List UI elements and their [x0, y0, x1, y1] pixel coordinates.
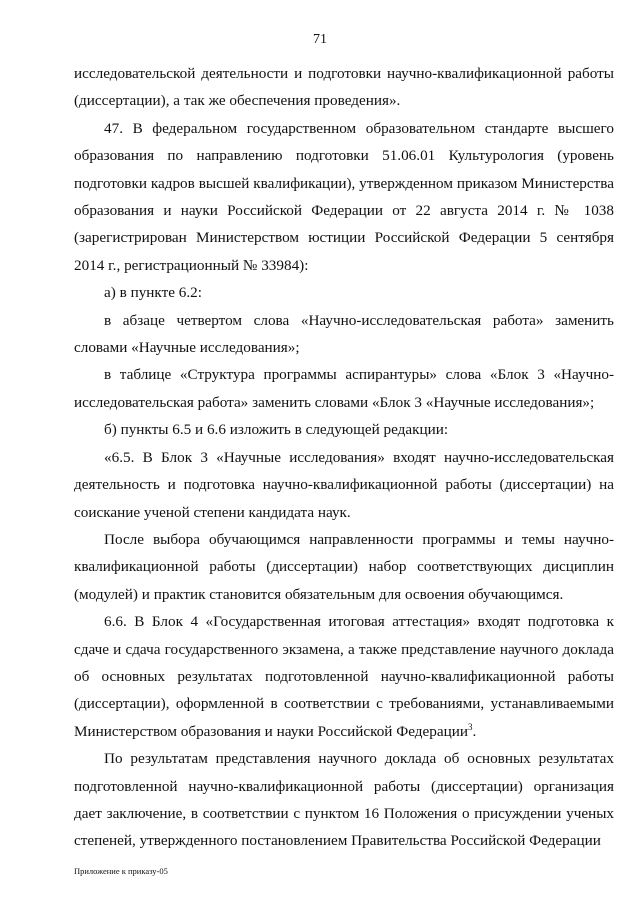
paragraph-continuation: исследовательской деятельности и подготовки научно-квалификационной работы (диссертации), а так же обеспечения проведения».: [74, 65, 614, 110]
paragraph-subitem-b: б) пункты 6.5 и 6.6 изложить в следующей редакции:: [104, 421, 449, 439]
paragraph-clause-6-6-end: .: [472, 722, 477, 740]
footnote-marker: 3: [467, 721, 473, 732]
paragraph-conclusion: По результатам представления научного доклада об основных результатах подготовленной научно-квалификационной работы (диссертации) организация дает заключение, в соответствии с пунктом 16 Положения о присуждении ученых степеней, утвержденного постановлением Правительства Российской Федерации: [74, 750, 614, 850]
document-body: [74, 60, 614, 855]
paragraph-amendment-2: в таблице «Структура программы аспирантуры» слова «Блок 3 «Научно-исследовательская работа» заменить словами «Блок 3 «Научные исследования»;: [74, 366, 614, 411]
page-number: 71: [313, 32, 327, 47]
paragraph-clause-6-6-text: 6.6. В Блок 4 «Государственная итоговая аттестация» входят подготовка к сдаче и сдача государственного экзамена, а также представление научного доклада об основных результатах подготовленной научно-квалификационной работы (диссертации), оформленной в соответствии с требованиями, устанавливаемыми Министерством образования и науки Российской Федерации: [74, 613, 614, 740]
paragraph-amendment-1: в абзаце четвертом слова «Научно-исследовательская работа» заменить словами «Научные исследования»;: [74, 311, 614, 357]
paragraph-clause-6-6: [74, 608, 614, 745]
page-footer: Приложение к приказу-05: [74, 866, 168, 876]
paragraph-clause-6-5-cont: После выбора обучающимся направленности программы и темы научно-квалификационной работы (диссертации) набор соответствующих дисциплин (модулей) и практик становится обязательным для освоения обучающимся.: [74, 530, 614, 603]
paragraph-item-47: 47. В федеральном государственном образовательном стандарте высшего образования по направлению подготовки 51.06.01 Культурология (уровень подготовки кадров высшей квалификации), утвержденном приказом Министерства образования и науки Российской Федерации от 22 августа 2014 г. № 1038 (зарегистрирован Министерством юстиции Российской Федерации 5 сентября 2014 г., регистрационный № 33984):: [74, 119, 614, 274]
paragraph-clause-6-5: «6.5. В Блок 3 «Научные исследования» входят научно-исследовательская деятельность и подготовка научно-квалификационной работы (диссертации) на соискание ученой степени кандидата наук.: [74, 448, 614, 521]
paragraph-subitem-a: а) в пункте 6.2:: [104, 284, 202, 302]
